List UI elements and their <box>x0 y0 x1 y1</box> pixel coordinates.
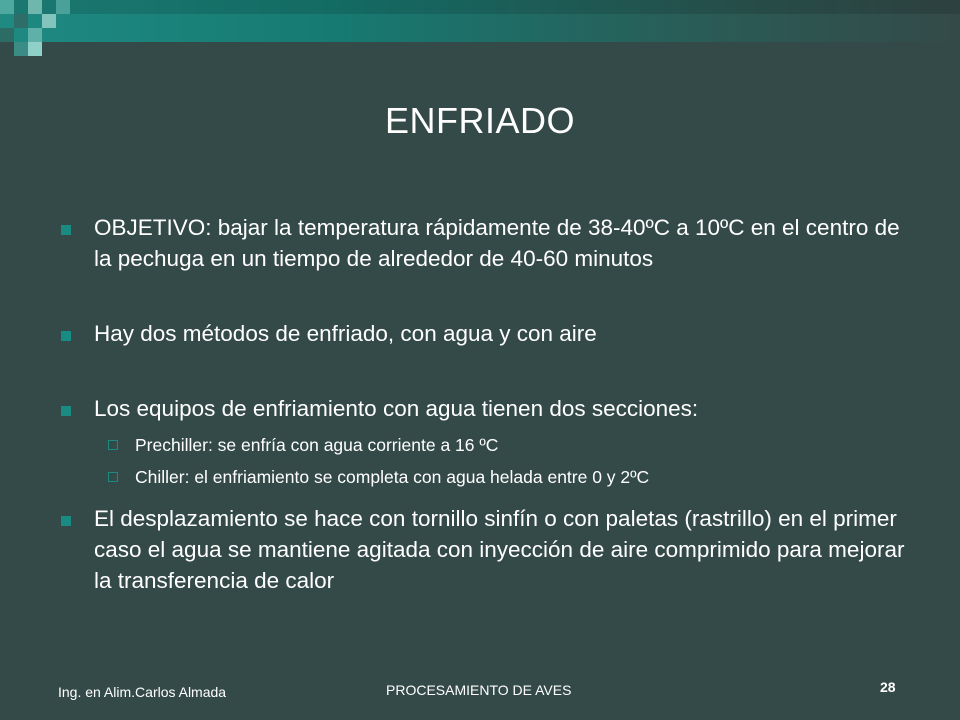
bullet-text: El desplazamiento se hace con tornillo sinfín o con paletas (rastrillo) en el primer caso el agua se mantiene agitada con inyección de aire comprimido para mejorar la transferencia de calor <box>94 506 905 593</box>
subbullet-prechiller <box>58 434 908 456</box>
bullet-objective <box>58 212 908 274</box>
bullet-text: Hay dos métodos de enfriado, con agua y con aire <box>94 321 597 346</box>
bullet-text: Los equipos de enfriamiento con agua tienen dos secciones: <box>94 396 699 421</box>
subbullet-text: Prechiller: se enfría con agua corriente a 16 ºC <box>135 435 499 455</box>
footer-course: PROCESAMIENTO DE AVES <box>386 682 572 698</box>
slide-title: ENFRIADO <box>384 100 575 141</box>
page-number: 28 <box>880 679 896 695</box>
bullet-text: OBJETIVO: bajar la temperatura rápidamente de 38-40ºC a 10ºC en el centro de la pechuga en un tiempo de alrededor de 40-60 minutos <box>94 215 900 271</box>
square-bullet-icon <box>61 406 71 416</box>
decorative-square <box>56 0 70 14</box>
subbullet-chiller <box>58 466 908 488</box>
decorative-square <box>0 0 14 14</box>
square-bullet-icon <box>61 516 71 526</box>
decorative-header-band <box>0 0 960 42</box>
square-bullet-icon <box>61 331 71 341</box>
bullet-displacement <box>58 503 908 596</box>
bullet-methods <box>58 318 908 349</box>
footer-author: Ing. en Alim.Carlos Almada <box>58 684 227 700</box>
hollow-square-bullet-icon <box>108 440 118 450</box>
decorative-square <box>14 14 28 28</box>
slide-content <box>58 212 908 596</box>
subbullet-text: Chiller: el enfriamiento se completa con agua helada entre 0 y 2ºC <box>135 467 650 487</box>
decorative-square <box>28 0 42 14</box>
decorative-square <box>14 42 28 56</box>
decorative-square <box>28 28 42 42</box>
decorative-square <box>28 42 42 56</box>
square-bullet-icon <box>61 225 71 235</box>
decorative-square <box>42 14 56 28</box>
bullet-equipment <box>58 393 908 424</box>
hollow-square-bullet-icon <box>108 472 118 482</box>
decorative-square <box>0 28 14 42</box>
